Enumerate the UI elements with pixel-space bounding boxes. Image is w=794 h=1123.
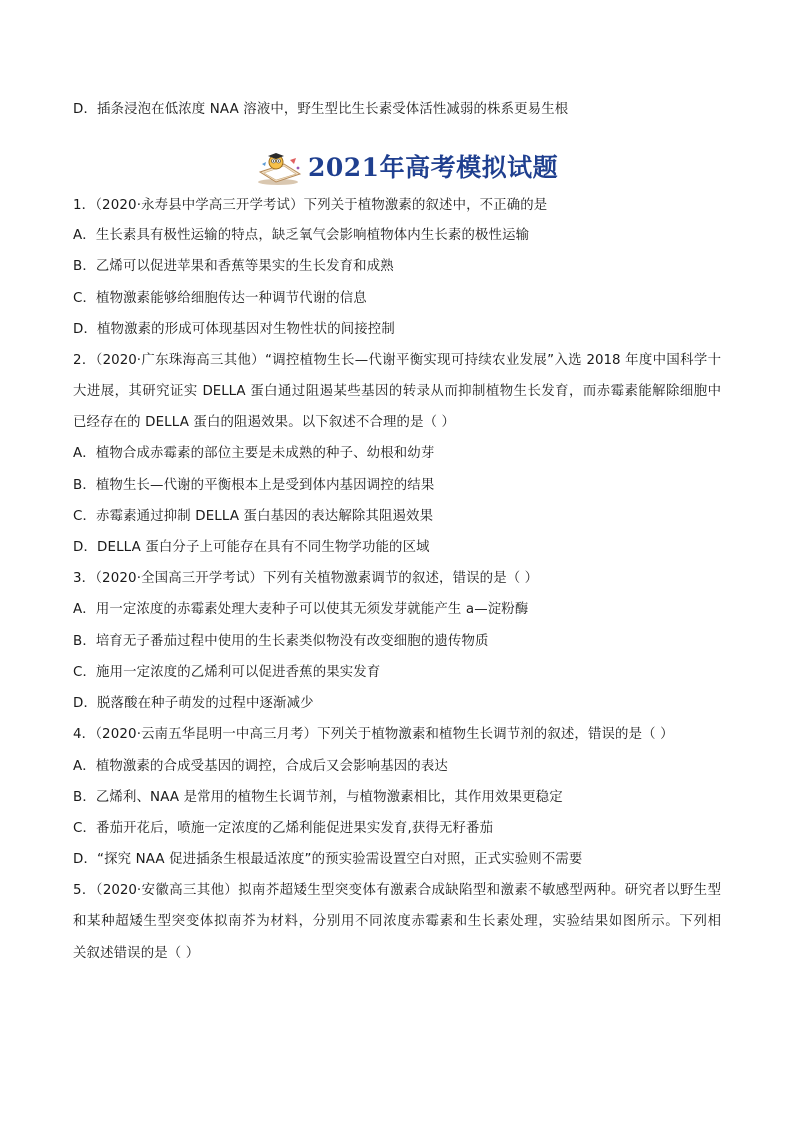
question-3-option-a: A．用一定浓度的赤霉素处理大麦种子可以使其无须发芽就能产生 a—淀粉酶	[73, 602, 529, 617]
question-2-stem-line-3: 已经存在的 DELLA 蛋白的阻遏效果。以下叙述不合理的是（ ）	[73, 415, 456, 430]
question-5-stem-line-1: 5．（2020·安徽高三其他）拟南芥超矮生型突变体有激素合成缺陷型和激素不敏感型两种。研究者以野生型	[73, 883, 721, 898]
section-banner	[0, 150, 794, 186]
question-2-option-b: B．植物生长—代谢的平衡根本上是受到体内基因调控的结果	[73, 478, 435, 493]
exam-mascot-icon	[254, 152, 306, 186]
question-1-option-b: B．乙烯可以促进苹果和香蕉等果实的生长发育和成熟	[73, 259, 394, 274]
question-2-option-c: C．赤霉素通过抑制 DELLA 蛋白基因的表达解除其阻遏效果	[73, 509, 434, 524]
question-2-stem-line-1: 2．（2020·广东珠海高三其他）“调控植物生长—代谢平衡实现可持续农业发展”入选 2018 年度中国科学十	[73, 353, 721, 368]
question-4-option-d: D．“探究 NAA 促进插条生根最适浓度”的预实验需设置空白对照，正式实验则不需要	[73, 852, 583, 867]
question-2-stem-line-2: 大进展，其研究证实 DELLA 蛋白通过阻遏某些基因的转录从而抑制植物生长发育，而赤霉素能解除细胞中	[73, 384, 721, 399]
question-4-option-a: A．植物激素的合成受基因的调控，合成后又会影响基因的表达	[73, 759, 448, 774]
question-4-option-c: C．番茄开花后，喷施一定浓度的乙烯利能促进果实发育,获得无籽番茄	[73, 821, 494, 836]
banner-title: 2021年高考模拟试题	[308, 153, 559, 182]
question-4-option-b: B．乙烯利、NAA 是常用的植物生长调节剂，与植物激素相比，其作用效果更稳定	[73, 790, 563, 805]
question-1-stem: 1．（2020·永寿县中学高三开学考试）下列关于植物激素的叙述中，不正确的是	[73, 198, 548, 213]
question-2-option-d: D．DELLA 蛋白分子上可能存在具有不同生物学功能的区域	[73, 540, 430, 555]
question-3-option-c: C．施用一定浓度的乙烯利可以促进香蕉的果实发育	[73, 665, 381, 680]
question-1-option-a: A．生长素具有极性运输的特点，缺乏氧气会影响植物体内生长素的极性运输	[73, 228, 530, 243]
option-d-previous-question: D．插条浸泡在低浓度 NAA 溶液中，野生型比生长素受体活性减弱的株系更易生根	[73, 102, 569, 117]
question-3-option-b: B．培育无子番茄过程中使用的生长素类似物没有改变细胞的遗传物质	[73, 634, 489, 649]
question-5-stem-line-2: 和某种超矮生型突变体拟南芥为材料，分别用不同浓度赤霉素和生长素处理，实验结果如图所示。下列相	[73, 914, 721, 929]
question-5-stem-line-3: 关叙述错误的是（ ）	[73, 946, 200, 961]
question-2-option-a: A．植物合成赤霉素的部位主要是未成熟的种子、幼根和幼芽	[73, 446, 435, 461]
question-3-stem: 3．（2020·全国高三开学考试）下列有关植物激素调节的叙述，错误的是（ ）	[73, 571, 539, 586]
question-3-option-d: D．脱落酸在种子萌发的过程中逐渐减少	[73, 696, 314, 711]
question-1-option-d: D．植物激素的形成可体现基因对生物性状的间接控制	[73, 322, 395, 337]
question-4-stem: 4．（2020·云南五华昆明一中高三月考）下列关于植物激素和植物生长调节剂的叙述，错误的是（ ）	[73, 727, 674, 742]
question-1-option-c: C．植物激素能够给细胞传达一种调节代谢的信息	[73, 291, 367, 306]
